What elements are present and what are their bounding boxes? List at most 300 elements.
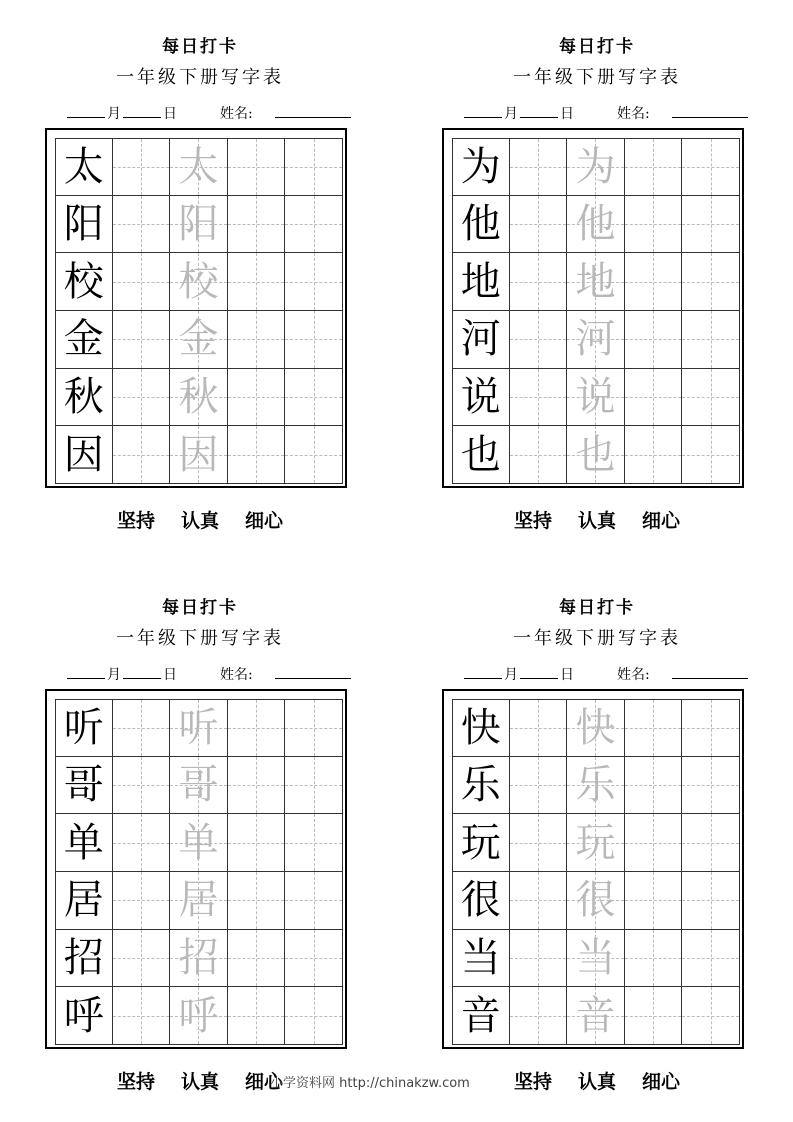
practice-cell[interactable]: [510, 872, 568, 930]
trace-char-cell[interactable]: [170, 987, 228, 1045]
guide-line-horizontal: [228, 785, 285, 786]
practice-cell[interactable]: [228, 872, 286, 930]
day-blank[interactable]: [123, 664, 161, 679]
guide-line-horizontal: [682, 843, 739, 844]
model-character: 很: [460, 877, 501, 924]
trace-character: 呼: [178, 992, 219, 1039]
trace-character: 太: [178, 143, 219, 190]
grid-row: [452, 930, 740, 988]
practice-cell[interactable]: [510, 138, 568, 196]
grid-row: [55, 987, 343, 1045]
practice-cell[interactable]: [625, 814, 683, 872]
trace-char-cell[interactable]: [170, 253, 228, 311]
motto-word: 坚持: [116, 510, 155, 532]
practice-cell[interactable]: [285, 872, 343, 930]
grid-row: [452, 311, 740, 369]
guide-line-horizontal: [625, 282, 682, 283]
grid-row: [55, 814, 343, 872]
writing-grid-frame: [45, 689, 347, 1049]
trace-char-cell[interactable]: [567, 757, 625, 815]
guide-line-horizontal: [625, 900, 682, 901]
guide-line-horizontal: [285, 397, 342, 398]
guide-line-horizontal: [510, 167, 567, 168]
practice-cell[interactable]: [285, 814, 343, 872]
grid-row: [452, 369, 740, 427]
grid-row: [55, 426, 343, 484]
guide-line-horizontal: [510, 1016, 567, 1017]
practice-cell[interactable]: [625, 699, 683, 757]
practice-cell[interactable]: [285, 369, 343, 427]
guide-line-horizontal: [228, 1016, 285, 1017]
model-char-cell: [55, 987, 113, 1045]
guide-line-horizontal: [625, 785, 682, 786]
trace-character: 地: [575, 258, 616, 305]
trace-char-cell[interactable]: [170, 426, 228, 484]
trace-char-cell[interactable]: [170, 930, 228, 988]
practice-cell[interactable]: [510, 930, 568, 988]
grid-row: [55, 930, 343, 988]
trace-char-cell[interactable]: [567, 872, 625, 930]
card-subtitle: 一年级下册写字表: [116, 67, 284, 88]
card-title: 每日打卡: [162, 37, 238, 57]
model-char-cell: [452, 699, 510, 757]
model-character: 河: [460, 316, 501, 363]
model-character: 音: [460, 992, 501, 1039]
model-character: 呼: [63, 992, 104, 1039]
card-subtitle: 一年级下册写字表: [513, 628, 681, 649]
practice-cell[interactable]: [682, 196, 740, 254]
model-character: 招: [63, 934, 104, 981]
guide-line-horizontal: [510, 397, 567, 398]
practice-cell[interactable]: [228, 426, 286, 484]
trace-character: 哥: [178, 761, 219, 808]
practice-cell[interactable]: [682, 253, 740, 311]
model-character: 为: [460, 143, 501, 190]
guide-line-horizontal: [228, 843, 285, 844]
writing-grid-frame: [442, 128, 744, 488]
practice-cell[interactable]: [228, 253, 286, 311]
guide-line-horizontal: [113, 843, 170, 844]
trace-char-cell[interactable]: [567, 814, 625, 872]
practice-cell[interactable]: [113, 369, 171, 427]
practice-cell[interactable]: [113, 757, 171, 815]
model-char-cell: [452, 987, 510, 1045]
card-subtitle: 一年级下册写字表: [116, 628, 284, 649]
model-char-cell: [452, 814, 510, 872]
motto-word: 认真: [180, 510, 219, 532]
guide-line-horizontal: [113, 282, 170, 283]
motto-word: 坚持: [116, 1071, 155, 1093]
model-char-cell: [452, 138, 510, 196]
trace-char-cell[interactable]: [170, 699, 228, 757]
model-character: 他: [460, 200, 501, 247]
model-char-cell: [452, 426, 510, 484]
day-label: 日: [560, 106, 574, 122]
motto-word: 细心: [642, 510, 681, 532]
practice-cell[interactable]: [625, 930, 683, 988]
model-character: 单: [63, 819, 104, 866]
practice-cell[interactable]: [625, 369, 683, 427]
guide-line-horizontal: [285, 455, 342, 456]
practice-card-3: [45, 561, 365, 1091]
grid-row: [452, 757, 740, 815]
practice-cell[interactable]: [285, 311, 343, 369]
practice-cell[interactable]: [228, 757, 286, 815]
name-blank[interactable]: [275, 103, 351, 118]
practice-cell[interactable]: [113, 814, 171, 872]
guide-line-horizontal: [682, 1016, 739, 1017]
grid-row: [55, 369, 343, 427]
trace-character: 也: [575, 431, 616, 478]
trace-character: 校: [178, 258, 219, 305]
trace-character: 招: [178, 934, 219, 981]
practice-cell[interactable]: [682, 930, 740, 988]
practice-cell[interactable]: [285, 138, 343, 196]
writing-grid: [55, 699, 343, 1045]
motto-word: 细心: [642, 1071, 681, 1093]
trace-character: 听: [178, 704, 219, 751]
writing-grid: [55, 138, 343, 484]
guide-line-horizontal: [113, 728, 170, 729]
motto-word: 坚持: [513, 1071, 552, 1093]
trace-char-cell[interactable]: [170, 138, 228, 196]
guide-line-horizontal: [682, 958, 739, 959]
grid-row: [452, 196, 740, 254]
practice-cell[interactable]: [625, 196, 683, 254]
practice-cell[interactable]: [625, 872, 683, 930]
guide-line-horizontal: [285, 843, 342, 844]
trace-character: 玩: [575, 819, 616, 866]
practice-cell[interactable]: [625, 138, 683, 196]
trace-char-cell[interactable]: [170, 311, 228, 369]
guide-line-horizontal: [285, 167, 342, 168]
day-label: 日: [560, 667, 574, 683]
date-name-line: [65, 103, 355, 123]
writing-grid: [452, 138, 740, 484]
model-char-cell: [452, 369, 510, 427]
month-label: 月: [504, 106, 518, 122]
motto-word: 细心: [245, 1071, 284, 1093]
motto-word: 坚持: [513, 510, 552, 532]
trace-character: 河: [575, 316, 616, 363]
guide-line-horizontal: [113, 167, 170, 168]
practice-card-1: [45, 0, 365, 530]
guide-line-horizontal: [510, 958, 567, 959]
trace-character: 音: [575, 992, 616, 1039]
guide-line-horizontal: [682, 167, 739, 168]
name-blank[interactable]: [672, 664, 748, 679]
guide-line-horizontal: [682, 785, 739, 786]
date-name-line: [65, 664, 355, 684]
grid-row: [452, 814, 740, 872]
trace-char-cell[interactable]: [567, 426, 625, 484]
card-subtitle: 一年级下册写字表: [513, 67, 681, 88]
model-character: 金: [63, 316, 104, 363]
grid-row: [55, 872, 343, 930]
guide-line-horizontal: [682, 224, 739, 225]
practice-cell[interactable]: [682, 426, 740, 484]
model-character: 听: [63, 704, 104, 751]
guide-line-horizontal: [228, 455, 285, 456]
trace-char-cell[interactable]: [567, 311, 625, 369]
practice-cell[interactable]: [285, 699, 343, 757]
practice-cell[interactable]: [682, 138, 740, 196]
practice-cell[interactable]: [285, 426, 343, 484]
month-blank[interactable]: [464, 664, 502, 679]
grid-row: [452, 872, 740, 930]
practice-cell[interactable]: [682, 369, 740, 427]
practice-cell[interactable]: [113, 196, 171, 254]
practice-cell[interactable]: [682, 699, 740, 757]
motto-word: 认真: [577, 510, 616, 532]
practice-cell[interactable]: [228, 311, 286, 369]
model-char-cell: [452, 757, 510, 815]
practice-cell[interactable]: [510, 814, 568, 872]
practice-cell[interactable]: [285, 930, 343, 988]
model-char-cell: [55, 930, 113, 988]
practice-cell[interactable]: [113, 872, 171, 930]
trace-char-cell[interactable]: [170, 369, 228, 427]
guide-line-horizontal: [510, 339, 567, 340]
guide-line-horizontal: [625, 224, 682, 225]
guide-line-horizontal: [113, 224, 170, 225]
model-char-cell: [452, 872, 510, 930]
guide-line-horizontal: [682, 455, 739, 456]
trace-char-cell[interactable]: [567, 930, 625, 988]
practice-cell[interactable]: [625, 757, 683, 815]
trace-char-cell[interactable]: [567, 138, 625, 196]
grid-row: [55, 196, 343, 254]
grid-row: [55, 138, 343, 196]
practice-cell[interactable]: [228, 987, 286, 1045]
trace-character: 单: [178, 819, 219, 866]
practice-cell[interactable]: [682, 987, 740, 1045]
writing-grid: [452, 699, 740, 1045]
practice-cell[interactable]: [113, 930, 171, 988]
grid-row: [55, 699, 343, 757]
month-blank[interactable]: [464, 103, 502, 118]
guide-line-horizontal: [113, 900, 170, 901]
model-character: 乐: [460, 761, 501, 808]
practice-cell[interactable]: [228, 369, 286, 427]
practice-cell[interactable]: [228, 699, 286, 757]
guide-line-horizontal: [682, 728, 739, 729]
month-label: 月: [107, 106, 121, 122]
model-character: 居: [63, 877, 104, 924]
guide-line-horizontal: [682, 282, 739, 283]
motto-line: [45, 506, 355, 533]
practice-cell[interactable]: [113, 426, 171, 484]
trace-char-cell[interactable]: [567, 369, 625, 427]
grid-row: [55, 311, 343, 369]
guide-line-horizontal: [510, 282, 567, 283]
model-char-cell: [452, 311, 510, 369]
model-char-cell: [55, 369, 113, 427]
day-label: 日: [163, 106, 177, 122]
practice-cell[interactable]: [682, 311, 740, 369]
name-blank[interactable]: [275, 664, 351, 679]
trace-character: 阳: [178, 200, 219, 247]
month-blank[interactable]: [67, 664, 105, 679]
practice-cell[interactable]: [510, 699, 568, 757]
practice-cell[interactable]: [113, 699, 171, 757]
guide-line-horizontal: [285, 224, 342, 225]
trace-char-cell[interactable]: [170, 196, 228, 254]
practice-cell[interactable]: [510, 253, 568, 311]
day-blank[interactable]: [520, 103, 558, 118]
trace-character: 居: [178, 877, 219, 924]
date-name-line: [462, 664, 752, 684]
practice-cell[interactable]: [285, 253, 343, 311]
practice-cell[interactable]: [285, 757, 343, 815]
practice-cell[interactable]: [113, 987, 171, 1045]
guide-line-horizontal: [113, 958, 170, 959]
card-title: 每日打卡: [162, 598, 238, 618]
practice-cell[interactable]: [682, 872, 740, 930]
month-label: 月: [504, 667, 518, 683]
guide-line-horizontal: [228, 282, 285, 283]
guide-line-horizontal: [228, 167, 285, 168]
motto-line: [442, 1067, 752, 1094]
guide-line-horizontal: [285, 339, 342, 340]
trace-char-cell[interactable]: [567, 253, 625, 311]
guide-line-horizontal: [625, 455, 682, 456]
practice-cell[interactable]: [510, 987, 568, 1045]
model-character: 秋: [63, 373, 104, 420]
grid-row: [452, 138, 740, 196]
trace-character: 为: [575, 143, 616, 190]
practice-cell[interactable]: [682, 814, 740, 872]
watermark-text: 小学资料网 http://chinakzw.com: [270, 1076, 470, 1091]
motto-word: 细心: [245, 510, 284, 532]
month-blank[interactable]: [67, 103, 105, 118]
guide-line-horizontal: [285, 282, 342, 283]
guide-line-horizontal: [625, 397, 682, 398]
trace-character: 当: [575, 934, 616, 981]
practice-cell[interactable]: [625, 987, 683, 1045]
practice-cell[interactable]: [113, 311, 171, 369]
guide-line-horizontal: [113, 455, 170, 456]
guide-line-horizontal: [625, 167, 682, 168]
model-char-cell: [55, 253, 113, 311]
model-char-cell: [55, 699, 113, 757]
model-char-cell: [55, 426, 113, 484]
practice-cell[interactable]: [228, 196, 286, 254]
guide-line-horizontal: [285, 958, 342, 959]
practice-cell[interactable]: [510, 196, 568, 254]
trace-char-cell[interactable]: [170, 757, 228, 815]
practice-cell[interactable]: [510, 369, 568, 427]
guide-line-horizontal: [682, 339, 739, 340]
guide-line-horizontal: [510, 785, 567, 786]
guide-line-horizontal: [510, 843, 567, 844]
model-character: 太: [63, 143, 104, 190]
practice-cell[interactable]: [285, 196, 343, 254]
practice-cell[interactable]: [228, 138, 286, 196]
card-title: 每日打卡: [559, 37, 635, 57]
trace-char-cell[interactable]: [170, 814, 228, 872]
model-char-cell: [55, 196, 113, 254]
practice-cell[interactable]: [510, 426, 568, 484]
guide-line-horizontal: [625, 728, 682, 729]
practice-cell[interactable]: [625, 311, 683, 369]
practice-cell[interactable]: [625, 426, 683, 484]
practice-cell[interactable]: [228, 814, 286, 872]
model-character: 快: [460, 704, 501, 751]
model-char-cell: [55, 311, 113, 369]
trace-char-cell[interactable]: [170, 872, 228, 930]
practice-cell[interactable]: [113, 138, 171, 196]
trace-char-cell[interactable]: [567, 699, 625, 757]
guide-line-horizontal: [228, 958, 285, 959]
practice-card-2: [442, 0, 762, 530]
practice-cell[interactable]: [510, 311, 568, 369]
guide-line-horizontal: [228, 224, 285, 225]
name-blank[interactable]: [672, 103, 748, 118]
guide-line-horizontal: [625, 958, 682, 959]
practice-cell[interactable]: [228, 930, 286, 988]
motto-line: [442, 506, 752, 533]
grid-row: [55, 253, 343, 311]
trace-character: 很: [575, 877, 616, 924]
guide-line-horizontal: [228, 339, 285, 340]
day-blank[interactable]: [520, 664, 558, 679]
model-char-cell: [55, 757, 113, 815]
trace-char-cell[interactable]: [567, 196, 625, 254]
guide-line-horizontal: [625, 843, 682, 844]
model-char-cell: [55, 872, 113, 930]
guide-line-horizontal: [285, 785, 342, 786]
practice-cell[interactable]: [682, 757, 740, 815]
trace-character: 他: [575, 200, 616, 247]
guide-line-horizontal: [113, 785, 170, 786]
model-char-cell: [55, 814, 113, 872]
day-blank[interactable]: [123, 103, 161, 118]
practice-cell[interactable]: [625, 253, 683, 311]
trace-character: 快: [575, 704, 616, 751]
model-character: 阳: [63, 200, 104, 247]
name-label: 姓名:: [220, 106, 253, 122]
grid-row: [452, 699, 740, 757]
model-character: 校: [63, 258, 104, 305]
motto-word: 认真: [577, 1071, 616, 1093]
grid-row: [452, 426, 740, 484]
name-label: 姓名:: [617, 106, 650, 122]
model-character: 玩: [460, 819, 501, 866]
name-label: 姓名:: [617, 667, 650, 683]
trace-char-cell[interactable]: [567, 987, 625, 1045]
practice-cell[interactable]: [510, 757, 568, 815]
month-label: 月: [107, 667, 121, 683]
practice-cell[interactable]: [113, 253, 171, 311]
writing-grid-frame: [442, 689, 744, 1049]
guide-line-horizontal: [510, 224, 567, 225]
model-char-cell: [452, 253, 510, 311]
model-character: 因: [63, 431, 104, 478]
guide-line-horizontal: [113, 339, 170, 340]
card-title: 每日打卡: [559, 598, 635, 618]
model-character: 也: [460, 431, 501, 478]
guide-line-horizontal: [510, 728, 567, 729]
model-character: 说: [460, 373, 501, 420]
model-character: 当: [460, 934, 501, 981]
day-label: 日: [163, 667, 177, 683]
guide-line-horizontal: [682, 900, 739, 901]
guide-line-horizontal: [113, 1016, 170, 1017]
name-label: 姓名:: [220, 667, 253, 683]
trace-character: 秋: [178, 373, 219, 420]
practice-cell[interactable]: [285, 987, 343, 1045]
